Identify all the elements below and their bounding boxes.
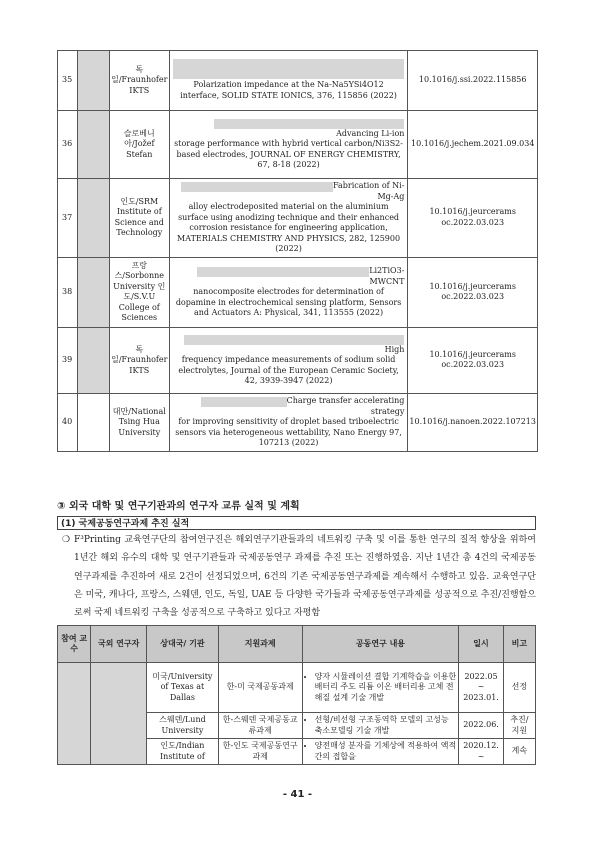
redacted-bar xyxy=(181,182,333,192)
program: 한-스웨덴 국제공동교류과제 xyxy=(218,713,302,739)
institution: 독일/Fraunhofer IKTS xyxy=(109,327,169,393)
agency: 스웨덴/Lund University xyxy=(147,713,219,739)
blank-cell xyxy=(78,393,110,451)
paper-title: Advancing Li-ion storage performance with hybrid vertical carbon/Ni3S2-based electrodes, JOURNAL OF ENERGY CHEMISTRY, 67, 8-18 (2022) xyxy=(169,111,408,179)
redacted-bar xyxy=(184,335,404,345)
col-researcher: 국외 연구자 xyxy=(91,626,147,663)
date: 2020.12. ~ xyxy=(459,739,504,765)
col-note: 비고 xyxy=(503,626,535,663)
row-number: 40 xyxy=(58,393,78,451)
table-row xyxy=(58,179,538,258)
redacted-cell xyxy=(58,663,91,765)
paper-title: Polarization impedance at the Na-Na5YSi4O12 interface, SOLID STATE IONICS, 376, 115856 (2022) xyxy=(169,51,408,111)
table-row xyxy=(58,111,538,179)
institution: 프랑스/Sorbonne University 인도/S.V.U College of Sciences xyxy=(109,257,169,327)
table-row xyxy=(58,327,538,393)
doi: 10.1016/j.jeurcerams oc.2022.03.023 xyxy=(408,257,538,327)
col-program: 지원과제 xyxy=(218,626,302,663)
paper-title: Li2TiO3-MWCNT nanocomposite electrodes for determination of dopamine in electrochemical sensing platform, Sensors and Actuators A: Physical, 341, 113555 (2022) xyxy=(169,257,408,327)
bullet-icon: ❍ xyxy=(62,535,71,545)
row-number: 37 xyxy=(58,179,78,258)
doi: 10.1016/j.jeurcerams oc.2022.03.023 xyxy=(408,179,538,258)
section-title: ③ 외국 대학 및 연구기관과의 연구자 교류 실적 및 계획 xyxy=(57,501,300,512)
institution: 인도/SRM Institute of Science and Technology xyxy=(109,179,169,258)
row-number: 36 xyxy=(58,111,78,179)
redacted-cell xyxy=(78,257,110,327)
content: • 선형/비선형 구조동역학 모델의 고성능 축소모델링 기술 개발 xyxy=(302,713,459,739)
agency: 미국/University of Texas at Dallas xyxy=(147,663,219,713)
content: • 양전매성 분자를 기체상에 적용하여 액적 간의 접합을 xyxy=(302,739,459,765)
summary-paragraph xyxy=(62,531,536,622)
institution: 독일/Fraunhofer IKTS xyxy=(109,51,169,111)
redacted-bar xyxy=(201,397,287,407)
col-professor: 참여 교수 xyxy=(58,626,91,663)
redacted-bar xyxy=(197,267,369,277)
col-content: 공동연구 내용 xyxy=(302,626,459,663)
collaboration-table xyxy=(57,625,536,765)
doi: 10.1016/j.jechem.2021.09.034 xyxy=(408,111,538,179)
table-row xyxy=(58,393,538,451)
table-row xyxy=(58,51,538,111)
institution: 슬로베니아/Jožef Stefan xyxy=(109,111,169,179)
redacted-bar xyxy=(173,59,405,79)
paper-title: Charge transfer accelerating strategy for improving sensitivity of droplet based triboelectric sensors via heterogeneous wettability, Nano Energy 97, 107213 (2022) xyxy=(169,393,408,451)
doi: 10.1016/j.ssi.2022.115856 xyxy=(408,51,538,111)
subsection-title: (1) 국제공동연구과제 추진 실적 xyxy=(57,516,536,530)
program: 한-인도 국제공동연구과제 xyxy=(218,739,302,765)
program: 한-미 국제공동과제 xyxy=(218,663,302,713)
redacted-bar xyxy=(214,119,404,129)
redacted-cell xyxy=(78,51,110,111)
redacted-cell xyxy=(78,327,110,393)
table-row xyxy=(58,663,536,713)
doi: 10.1016/j.nanoen.2022.107213 xyxy=(408,393,538,451)
row-number: 35 xyxy=(58,51,78,111)
institution: 대만/National Tsing Hua University xyxy=(109,393,169,451)
content: • 양자 시뮬레이션 결합 기계학습을 이용한 배터리 주도 리튬 이온 배터리용 고체 전해질 설계 기술 개발 xyxy=(302,663,459,713)
col-date: 일시 xyxy=(459,626,504,663)
agency: 인도/Indian Institute of xyxy=(147,739,219,765)
redacted-cell xyxy=(78,179,110,258)
paragraph-text: F³Printing 교육연구단의 참여연구진은 해외연구기관들과의 네트워킹 구축 및 이를 통한 연구의 질적 향상을 위하여 1년간 해외 유수의 대학 및 연구기관들과 국제공동연구 과제를 추진 또는 진행하였음. 지난 1년간 총 4건의 국제공동연구과제를 추진하여 새로 2건이 선정되었으며, 6건의 기존 국제공동연구과제를 계속해서 수행하고 있음. 교육연구단은 미국, 캐나다, 프랑스, 스웨덴, 인도, 독일, UAE 등 다양한 국가들과 국제공동연구과제를 성공적으로 추진/진행함으로써 국제 네트워킹 구축을 성공적으로 구축하고 있다고 자평함 xyxy=(74,535,536,619)
page-number: - 41 - xyxy=(282,789,313,800)
note: 선정 xyxy=(503,663,535,713)
doi: 10.1016/j.jeurcerams oc.2022.03.023 xyxy=(408,327,538,393)
row-number: 39 xyxy=(58,327,78,393)
paper-title: Fabrication of Ni-Mg-Ag alloy electrodeposited material on the aluminium surface using anodizing technique and their enhanced corrosion resistance for engineering application, MATERIALS CHEMISTRY AND PHYSICS, 282, 125900 (2022) xyxy=(169,179,408,258)
note: 추진/ 지원 xyxy=(503,713,535,739)
header-row xyxy=(58,626,536,663)
publications-table xyxy=(57,50,538,452)
date: 2022.05 ~ 2023.01. xyxy=(459,663,504,713)
paper-title: High frequency impedance measurements of sodium solid electrolytes, Journal of the European Ceramic Society, 42, 3939-3947 (2022) xyxy=(169,327,408,393)
note: 계속 xyxy=(503,739,535,765)
col-agency: 상대국/ 기관 xyxy=(147,626,219,663)
date: 2022.06. xyxy=(459,713,504,739)
redacted-cell xyxy=(78,111,110,179)
row-number: 38 xyxy=(58,257,78,327)
redacted-cell xyxy=(91,663,147,765)
table-row xyxy=(58,257,538,327)
